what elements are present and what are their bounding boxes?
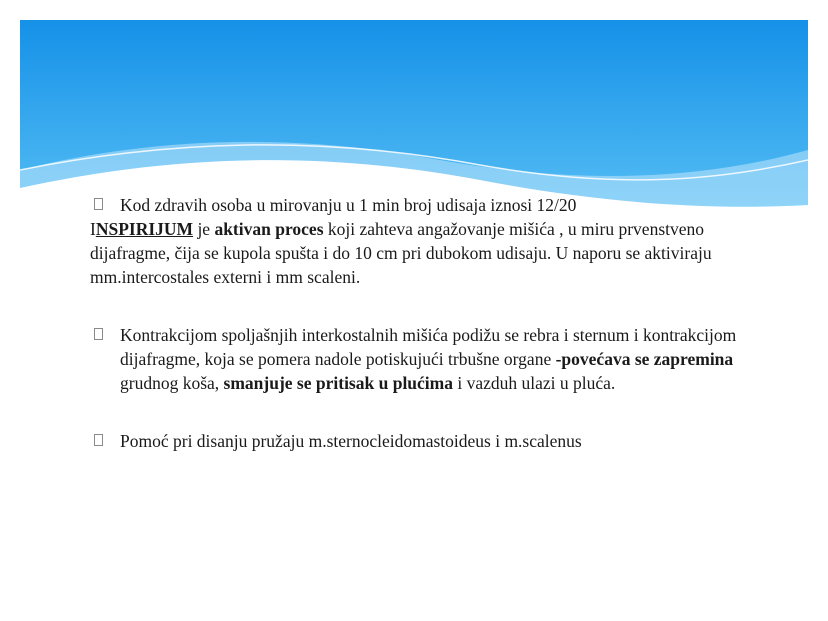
paragraph-inspirijum	[60, 217, 770, 289]
lead-letter: I	[90, 219, 96, 239]
para2-text-1: je	[193, 219, 215, 239]
para2-text-2: koji zahteva angažovanje mišića , u miru prvenstveno dijafragme, čija se kupola spušta i do 10 cm pri dubokom udisaju. U naporu se aktiviraju mm.intercostales externi i mm scaleni.	[90, 219, 712, 287]
bullet-3-text-1: Kontrakcijom spoljašnjih interkostalnih mišića podižu se rebra i sternum i kontrakcijom dijafragme, koja se pomera nadole potiskujući trbušne organe	[120, 325, 737, 369]
bullet-3-bold-2: smanjuje se pritisak u plućima	[223, 373, 453, 393]
bullet-item-4	[90, 429, 770, 453]
bullet-3-bold-1: -povećava se zapremina	[555, 349, 734, 369]
bullet-box-icon	[94, 434, 103, 446]
bullet-3-text-3: i vazduh ulazi u pluća.	[453, 373, 616, 393]
bullet-box-icon	[94, 198, 103, 210]
bullet-1-text: Kod zdravih osoba u mirovanju u 1 min broj udisaja iznosi 12/20	[120, 195, 577, 215]
slide-content	[90, 193, 770, 453]
bullet-item-3	[90, 323, 770, 395]
bullet-3-text-2: grudnog koša,	[120, 373, 224, 393]
bullet-item-1	[90, 193, 770, 217]
term-inspirijum: NSPIRIJUM	[95, 219, 194, 239]
bullet-box-icon	[94, 328, 103, 340]
bullet-4-text: Pomoć pri disanju pružaju m.sternocleidomastoideus i m.scalenus	[120, 431, 582, 451]
para2-bold-1: aktivan proces	[214, 219, 324, 239]
